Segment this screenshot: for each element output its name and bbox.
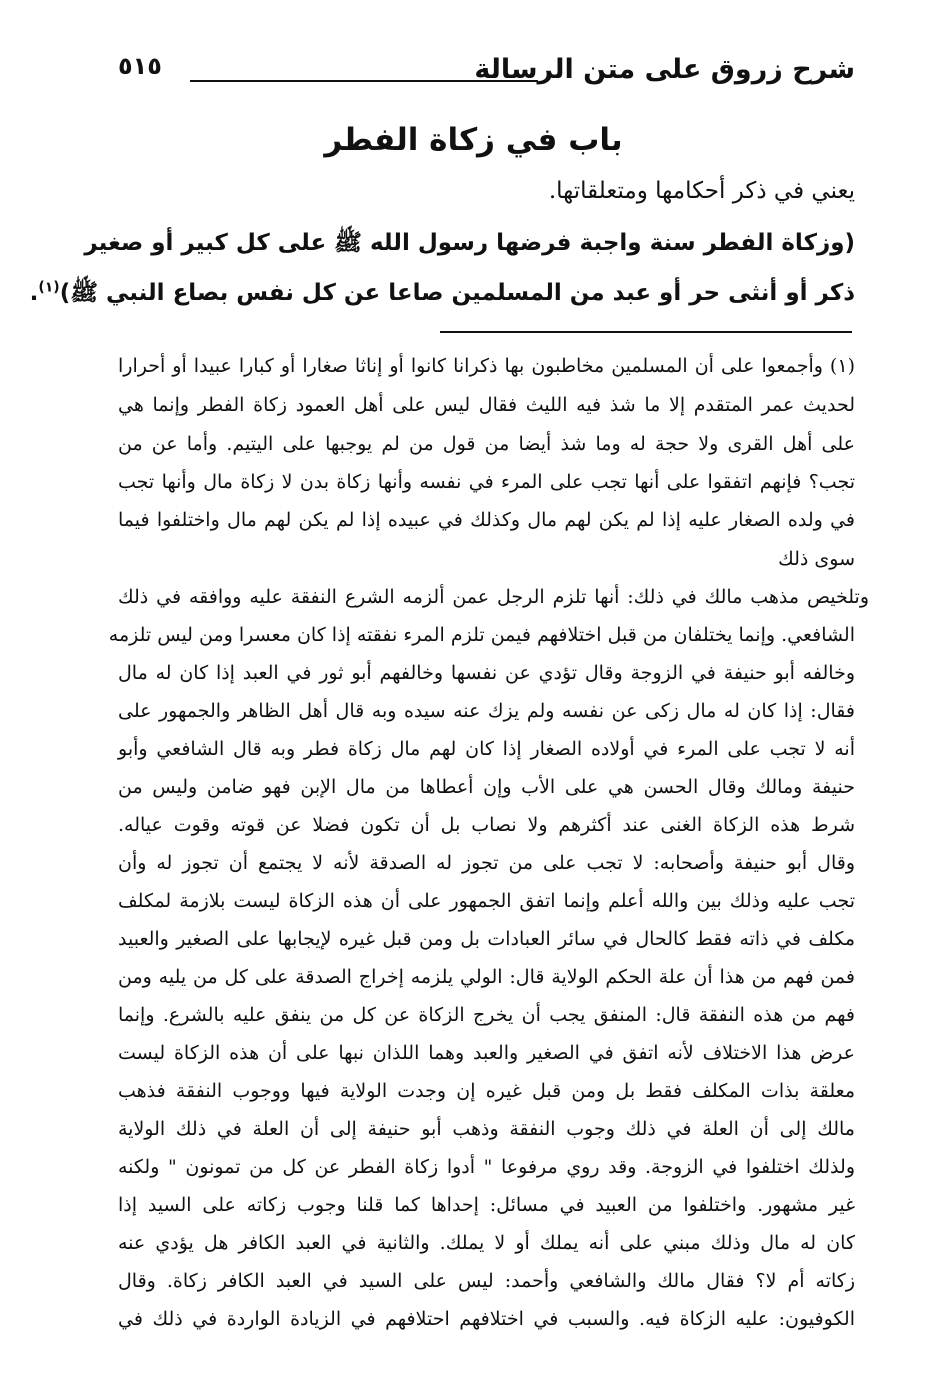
matn-line-1: (وزكاة الفطر سنة واجبة فرضها رسول الله ﷺ على كل كبير أو صغير (84, 230, 855, 256)
footnote-line: ولذلك اختلفوا في الزوجة. وقد روي مرفوعا " أدوا زكاة الفطر عن كل من تمونون " ولكنه (118, 1156, 855, 1178)
footnote-line: (١) وأجمعوا على أن المسلمين مخاطبون بها ذكرانا كانوا أو إناثا صغارا أو كبارا عبيدا أو أحرارا (118, 355, 855, 377)
footnote-line: مالك إلى أن العلة في ذلك وجوب النفقة وذهب أبو حنيفة إلى أن العلة في ذلك الولاية (118, 1118, 855, 1140)
footnote-line: فمن فهم من هذا أن علة الحكم الولاية قال: الولي يلزمه إخراج الصدقة على كل من يليه ومن (118, 966, 855, 988)
footnote-line: وقال أبو حنيفة وأصحابه: لا تجب على من تجوز له الصدقة لأنه لا يجتمع أن تجوز له وأن (118, 852, 855, 874)
footnote-line: على أهل القرى ولا حجة له وما شذ أيضا من قول من لم يوجبها على اليتيم. وأما عن من (118, 433, 855, 455)
footnote-line: غير مشهور. واختلفوا من العبيد في مسائل: إحداها كما قلنا وجوب زكاته على السيد إذا (118, 1194, 855, 1216)
footnote-line: وخالفه أبو حنيفة في الزوجة وقال تؤدي عن نفسها وخالفهم أبو ثور في العبد إذا كان له مال (118, 662, 855, 684)
footnote-line: معلقة بذات المكلف فقط بل ومن قبل غيره إن وجدت الولاية فيها ووجوب النفقة فذهب (118, 1080, 855, 1102)
footnote-line: مكلف في ذاته فقط كالحال في سائر العبادات بل ومن قبل غيره لإيجابها على الصغير والعبيد (118, 928, 855, 950)
footnote-line: فقال: إذا كان له مال زكى عن نفسه ولم يزك عنه سيده وبه قال أهل الظاهر والجمهور على (118, 700, 855, 722)
header-rule (190, 80, 538, 82)
footnote-line: لحديث عمر المتقدم إلا ما شذ فيه الليث فقال ليس على أهل العمود زكاة الفطر وإنما هي (118, 394, 855, 416)
matn-line-2-text: ذكر أو أنثى حر أو عبد من المسلمين صاعا عن كل نفس بصاع النبي ﷺ) (59, 280, 855, 306)
footnote-line: الكوفيون: عليه الزكاة فيه. والسبب في اختلافهم احتلافهم في الزيادة الواردة في ذلك في (118, 1308, 855, 1330)
page-number: ٥١٥ (118, 52, 162, 80)
footnote-line: سوى ذلك (778, 548, 855, 570)
footnote-line: حنيفة ومالك وقال الحسن هي على الأب وإن أعطاها من مال الإبن فهو ضامن وليس من (118, 776, 855, 798)
footnote-ref: (١) (38, 279, 60, 296)
footnote-line: كان له مال وذلك مبني على أنه يملك أو لا يملك. والثانية في العبد الكافر هل يؤدي عنه (118, 1232, 855, 1254)
footnote-line: زكاته أم لا؟ فقال مالك والشافعي وأحمد: ليس على السيد في العبد الكافر زكاة. وقال (118, 1270, 855, 1292)
footnote-line: أنه لا تجب على المرء في أولاده الصغار إذا كان لهم مال زكاة فطر وبه قال الشافعي وأبو (118, 738, 855, 760)
footnote-line: الشافعي. وإنما يختلفان من قبل اختلافهم فيمن تلزم المرء نفقته إذا كان معسرا ومن ليس تلزمه (108, 624, 855, 646)
footnote-line: تجب؟ فإنهم اتفقوا على أنها تجب على المرء في نفسه وأنها زكاة بدن لا زكاة مال وأنها تجب (118, 471, 855, 493)
matn-end-mark: . (29, 280, 39, 306)
footnote-separator (440, 331, 852, 333)
footnote-line: وتلخيص مذهب مالك في ذلك: أنها تلزم الرجل عمن ألزمه الشرع النفقة عليه ووافقه في ذلك (118, 586, 869, 608)
matn-line-2 (29, 278, 855, 312)
chapter-title: باب في زكاة الفطر (324, 122, 623, 158)
footnote-line: تجب عليه وذلك بين والله أعلم وإنما اتفق الجمهور على أن هذه الزكاة ليست بلازمة لمكلف (118, 890, 855, 912)
footnote-line: فهم من هذه النفقة قال: المنفق يجب أن يخرج الزكاة عن كل من ينفق عليه بالشرع. وإنما (118, 1004, 855, 1026)
running-header-title: شرح زروق على متن الرسالة (474, 54, 855, 85)
footnote-line: شرط هذه الزكاة الغنى عند أكثرهم ولا نصاب بل أن تكون فضلا عن قوته وقوت عياله. (118, 814, 855, 836)
footnote-line: في ولده الصغار عليه إذا لم يكن لهم مال وكذلك في عبيده إذا لم يكن لهم مال واختلفوا فيما (118, 509, 855, 531)
footnote-line: عرض هذا الاختلاف لأنه اتفق في الصغير والعبد وهما اللذان نبها على أن هذه الزكاة ليست (118, 1042, 855, 1064)
intro-text: يعني في ذكر أحكامها ومتعلقاتها. (548, 178, 855, 204)
